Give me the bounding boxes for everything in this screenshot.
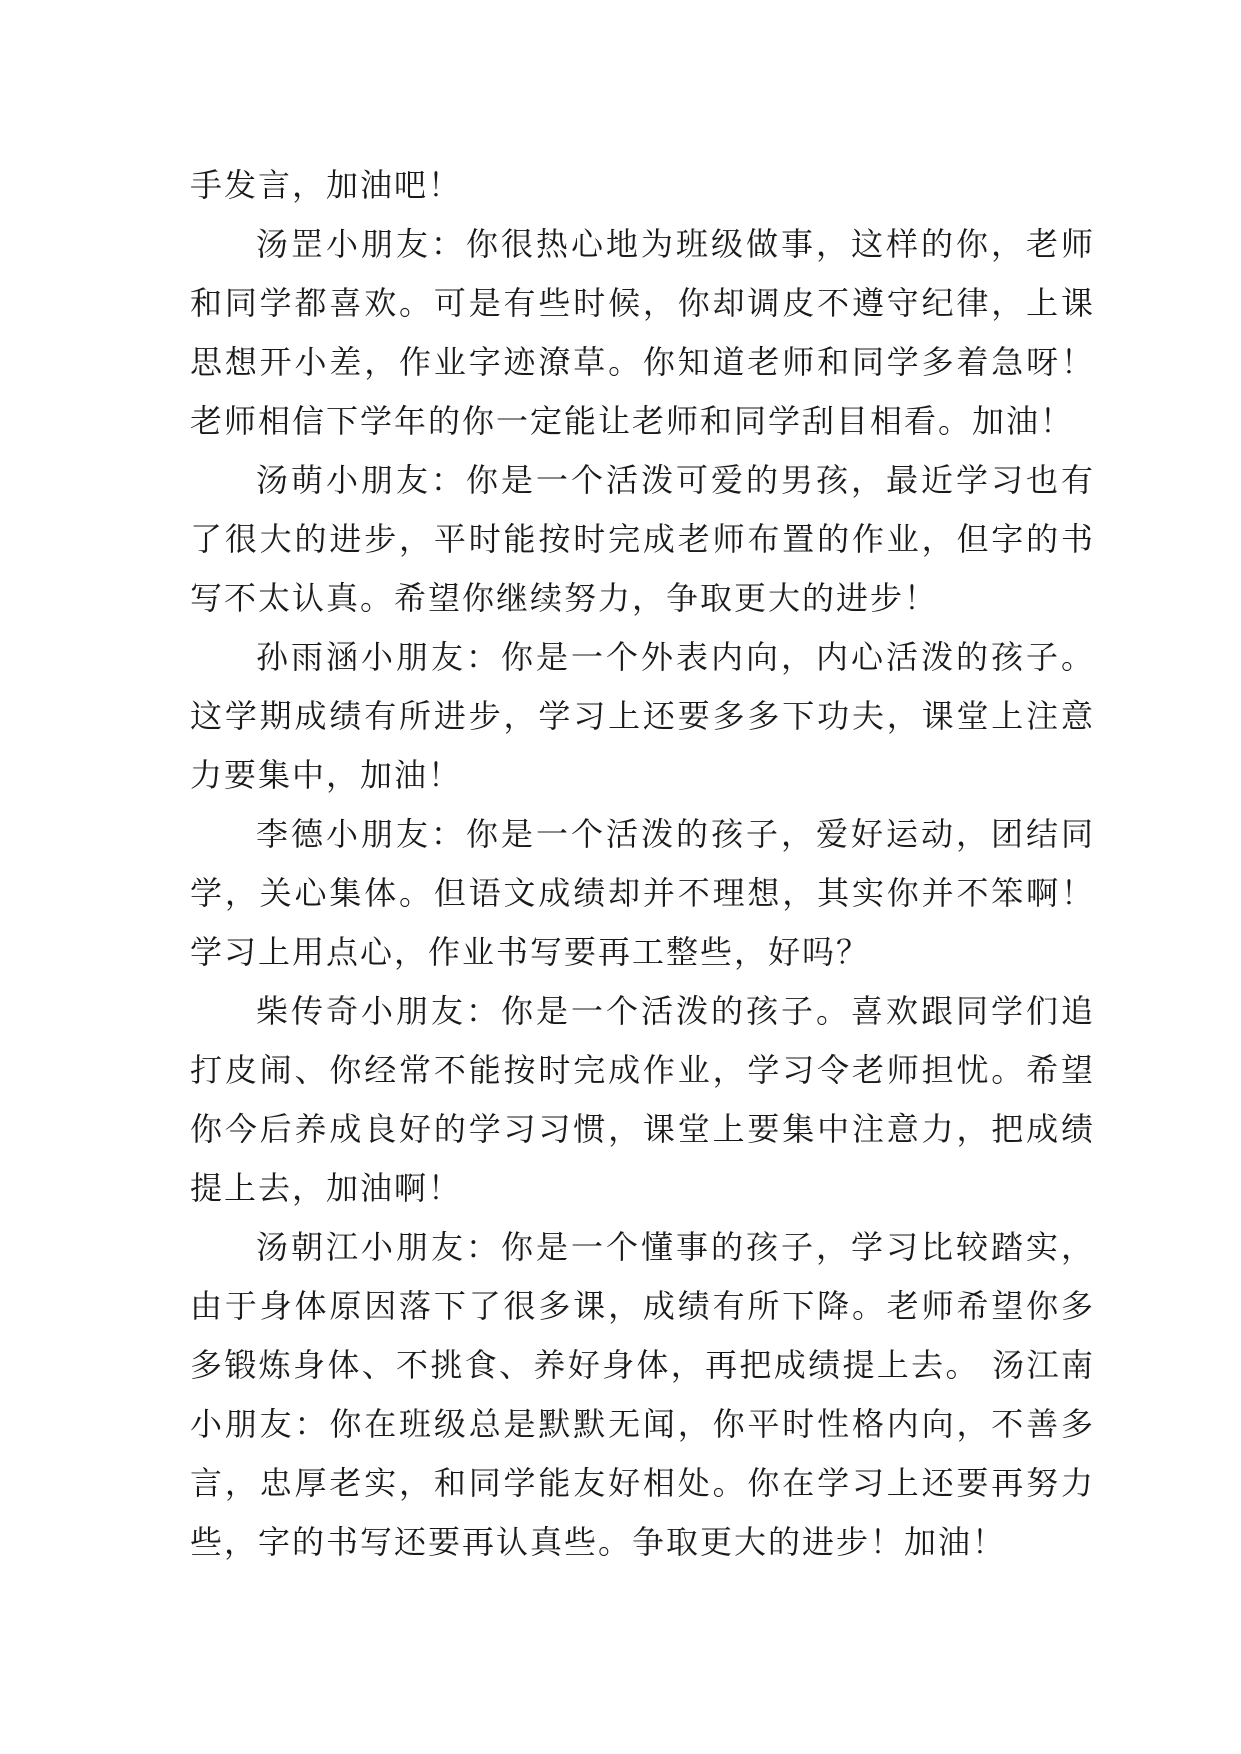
paragraph-sun-yuhan: 孙雨涵小朋友：你是一个外表内向，内心活泼的孩子。这学期成绩有所进步，学习上还要多多下功夫，课堂上注意力要集中，加油！ (190, 638, 1095, 794)
document-body (190, 156, 1095, 1572)
paragraph-continuation: 手发言，加油吧！ (190, 166, 463, 204)
paragraph-tang-gang: 汤罡小朋友：你很热心地为班级做事，这样的你，老师和同学都喜欢。可是有些时候，你却调皮不遵守纪律，上课思想开小差，作业字迹潦草。你知道老师和同学多着急呀！老师相信下学年的你一定能让老师和同学刮目相看。加油！ (190, 225, 1095, 440)
paragraph-tang-meng: 汤萌小朋友：你是一个活泼可爱的男孩，最近学习也有了很大的进步，平时能按时完成老师布置的作业，但字的书写不太认真。希望你继续努力，争取更大的进步！ (190, 461, 1095, 617)
paragraph-li-de: 李德小朋友：你是一个活泼的孩子，爱好运动，团结同学，关心集体。但语文成绩却并不理想，其实你并不笨啊！学习上用点心，作业书写要再工整些，好吗？ (190, 815, 1095, 971)
paragraph-tang-chaojiang: 汤朝江小朋友：你是一个懂事的孩子，学习比较踏实，由于身体原因落下了很多课，成绩有所下降。老师希望你多多锻炼身体、不挑食、养好身体，再把成绩提上去。 汤江南小朋友：你在班级总是默默无闻，你平时性格内向，不善多言，忠厚老实，和同学能友好相处。你在学习上还要再努力些，字的书写还要再认真些。争取更大的进步！加油！ (190, 1228, 1095, 1561)
paragraph-chai-chuanqi: 柴传奇小朋友：你是一个活泼的孩子。喜欢跟同学们追打皮闹、你经常不能按时完成作业，学习令老师担忧。希望你今后养成良好的学习习惯，课堂上要集中注意力，把成绩提上去，加油啊！ (190, 992, 1095, 1207)
